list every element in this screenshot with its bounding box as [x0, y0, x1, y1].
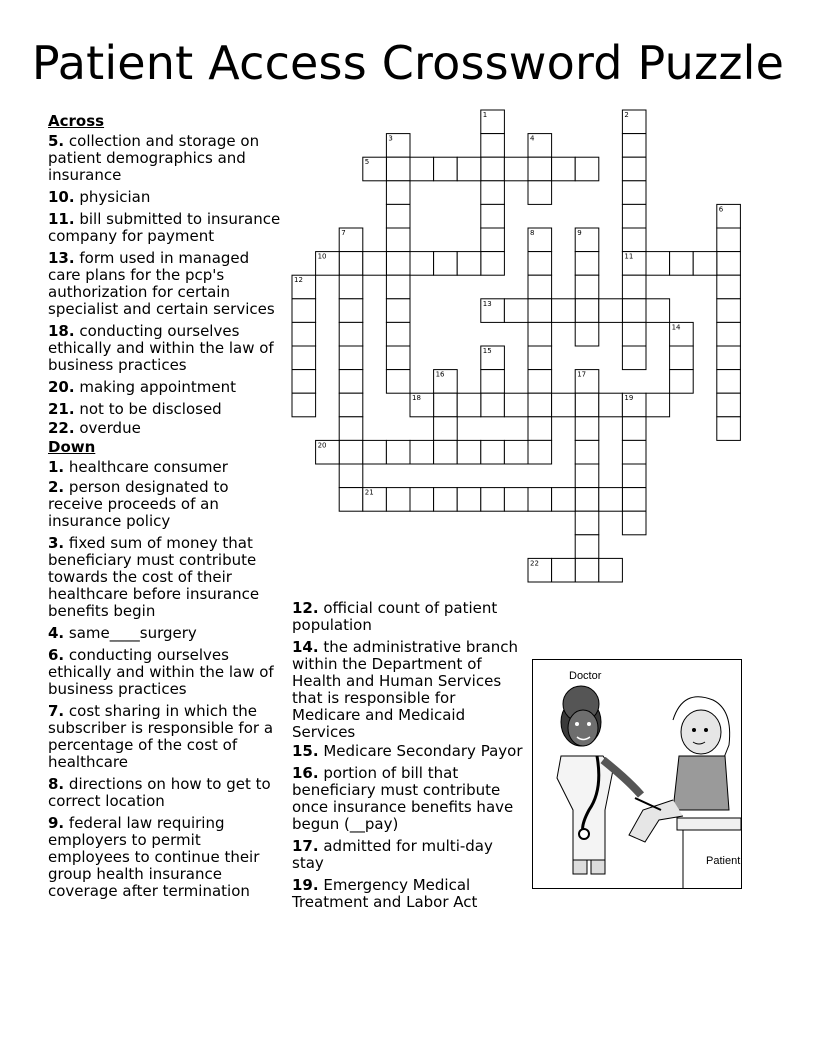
grid-cell[interactable]	[528, 275, 552, 299]
grid-cell[interactable]	[504, 393, 528, 417]
grid-cell[interactable]	[717, 370, 741, 394]
grid-cell[interactable]	[339, 299, 363, 323]
grid-cell[interactable]	[670, 370, 694, 394]
grid-cell[interactable]	[457, 440, 481, 464]
grid-number: 17	[577, 370, 587, 379]
grid-cell[interactable]	[434, 417, 458, 441]
grid-cell[interactable]	[386, 299, 410, 323]
grid-cell[interactable]	[622, 157, 646, 181]
clue-down-3: 3. fixed sum of money that beneficiary must contribute towards the cost of their healthcare before insurance benefits begin	[48, 534, 260, 620]
clue-down-14: 14. the administrative branch within the Department of Health and Human Services that is responsible for Medicare and Medicaid Services	[292, 638, 519, 741]
grid-cell[interactable]	[622, 417, 646, 441]
grid-number: 11	[624, 252, 634, 261]
grid-cell[interactable]	[363, 252, 387, 276]
grid-cell[interactable]	[339, 252, 363, 276]
grid-cell[interactable]	[646, 393, 670, 417]
grid-cell[interactable]	[292, 393, 316, 417]
grid-cell[interactable]	[646, 252, 670, 276]
grid-number: 19	[624, 394, 634, 403]
clue-down-8: 8. directions on how to get to correct location	[48, 775, 271, 810]
grid-cell[interactable]	[457, 157, 481, 181]
grid-cell[interactable]	[528, 393, 552, 417]
grid-cell[interactable]	[717, 228, 741, 252]
grid-cell[interactable]	[481, 252, 505, 276]
grid-number: 21	[364, 488, 374, 497]
grid-cell[interactable]	[386, 370, 410, 394]
grid-cell[interactable]	[386, 322, 410, 346]
grid-cell[interactable]	[622, 228, 646, 252]
grid-cell[interactable]	[552, 393, 576, 417]
grid-cell[interactable]	[386, 228, 410, 252]
grid-number: 10	[317, 252, 327, 261]
grid-cell[interactable]	[575, 511, 599, 535]
grid-cell[interactable]	[622, 134, 646, 158]
grid-cell[interactable]	[410, 157, 434, 181]
grid-number: 20	[317, 441, 327, 450]
clue-down-7: 7. cost sharing in which the subscriber is responsible for a percentage of the cost of healthcare	[48, 702, 274, 771]
clue-down-16: 16. portion of bill that beneficiary must contribute once insurance benefits have begun (__pay)	[292, 764, 514, 833]
grid-cell[interactable]	[339, 488, 363, 512]
grid-cell[interactable]	[552, 488, 576, 512]
grid-cell[interactable]	[622, 275, 646, 299]
grid-cell[interactable]	[481, 488, 505, 512]
grid-cell[interactable]	[504, 299, 528, 323]
grid-cell[interactable]	[386, 157, 410, 181]
grid-cell[interactable]	[434, 440, 458, 464]
clue-across-22: 22. overdue	[48, 419, 141, 437]
grid-number: 14	[671, 323, 681, 332]
grid-cell[interactable]	[599, 558, 623, 582]
grid-cell[interactable]	[457, 252, 481, 276]
grid-cell[interactable]	[717, 299, 741, 323]
grid-cell[interactable]	[528, 252, 552, 276]
clue-across-21: 21. not to be disclosed	[48, 400, 222, 418]
grid-cell[interactable]	[717, 346, 741, 370]
grid-cell[interactable]	[622, 488, 646, 512]
grid-cell[interactable]	[575, 157, 599, 181]
grid-cell[interactable]	[717, 322, 741, 346]
grid-cell[interactable]	[457, 393, 481, 417]
grid-cell[interactable]	[386, 346, 410, 370]
grid-cell[interactable]	[717, 417, 741, 441]
grid-cell[interactable]	[717, 275, 741, 299]
clue-down-19: 19. Emergency Medical Treatment and Labor Act	[292, 876, 478, 911]
grid-cell[interactable]	[434, 252, 458, 276]
grid-cell[interactable]	[481, 393, 505, 417]
grid-number: 2	[624, 111, 629, 119]
grid-cell[interactable]	[528, 417, 552, 441]
grid-cell[interactable]	[363, 440, 387, 464]
grid-cell[interactable]	[552, 157, 576, 181]
grid-cell[interactable]	[528, 440, 552, 464]
grid-cell[interactable]	[622, 299, 646, 323]
grid-number: 3	[388, 134, 393, 143]
grid-cell[interactable]	[504, 157, 528, 181]
clue-down-1: 1. healthcare consumer	[48, 458, 228, 476]
grid-cell[interactable]	[481, 440, 505, 464]
grid-cell[interactable]	[622, 511, 646, 535]
grid-cell[interactable]	[646, 299, 670, 323]
grid-cell[interactable]	[339, 393, 363, 417]
grid-number: 12	[294, 276, 303, 285]
grid-cell[interactable]	[575, 393, 599, 417]
grid-cell[interactable]	[575, 440, 599, 464]
grid-cell[interactable]	[717, 252, 741, 276]
grid-cell[interactable]	[292, 370, 316, 394]
doctor-label: Doctor	[569, 670, 602, 682]
grid-cell[interactable]	[575, 535, 599, 559]
grid-cell[interactable]	[339, 417, 363, 441]
grid-cell[interactable]	[292, 299, 316, 323]
grid-cell[interactable]	[481, 370, 505, 394]
patient-label: Patient	[706, 855, 741, 867]
doctor-figure	[557, 686, 641, 874]
grid-cell[interactable]	[339, 464, 363, 488]
grid-number: 13	[482, 299, 492, 308]
grid-cell[interactable]	[575, 558, 599, 582]
grid-cell[interactable]	[339, 440, 363, 464]
clue-down-15: 15. Medicare Secondary Payor	[292, 742, 523, 760]
grid-number: 4	[530, 134, 535, 143]
grid-cell[interactable]	[528, 346, 552, 370]
grid-cell[interactable]	[575, 322, 599, 346]
grid-cell[interactable]	[670, 252, 694, 276]
grid-cell[interactable]	[528, 322, 552, 346]
grid-cell[interactable]	[670, 346, 694, 370]
grid-cell[interactable]	[481, 204, 505, 228]
clue-across-18: 18. conducting ourselves ethically and within the law of business practices	[48, 322, 274, 374]
grid-number: 9	[577, 229, 582, 237]
grid-cell[interactable]	[552, 558, 576, 582]
grid-cell[interactable]	[386, 440, 410, 464]
grid-cell[interactable]	[434, 157, 458, 181]
clue-down-9: 9. federal law requiring employers to permit employees to continue their group health insurance coverage after termination	[48, 814, 260, 900]
grid-cell[interactable]	[434, 488, 458, 512]
grid-cell[interactable]	[386, 181, 410, 205]
clue-across-11: 11. bill submitted to insurance company for payment	[48, 210, 281, 245]
grid-number: 7	[341, 229, 346, 237]
grid-cell[interactable]	[622, 464, 646, 488]
clue-down-17: 17. admitted for multi-day stay	[292, 837, 493, 872]
grid-cell[interactable]	[434, 393, 458, 417]
doctor-patient-drawing	[533, 660, 741, 888]
clue-down-12: 12. official count of patient population	[292, 599, 498, 634]
doctor-patient-illustration	[532, 659, 742, 889]
grid-cell[interactable]	[410, 440, 434, 464]
grid-cell[interactable]	[575, 299, 599, 323]
grid-cell[interactable]	[386, 275, 410, 299]
grid-cell[interactable]	[410, 488, 434, 512]
grid-cell[interactable]	[528, 157, 552, 181]
grid-cell[interactable]	[575, 417, 599, 441]
grid-cell[interactable]	[410, 252, 434, 276]
grid-number: 6	[718, 205, 724, 214]
grid-number: 16	[435, 370, 445, 379]
across-header: Across	[48, 112, 105, 130]
grid-number: 15	[482, 347, 492, 355]
clue-across-10: 10. physician	[48, 188, 151, 206]
grid-cell[interactable]	[386, 488, 410, 512]
grid-cell[interactable]	[528, 299, 552, 323]
grid-cell[interactable]	[528, 181, 552, 205]
grid-cell[interactable]	[622, 181, 646, 205]
grid-cell[interactable]	[575, 275, 599, 299]
grid-number: 22	[530, 559, 539, 568]
grid-number: 5	[364, 158, 370, 167]
grid-cell[interactable]	[552, 299, 576, 323]
grid-cell[interactable]	[339, 370, 363, 394]
grid-cell[interactable]	[717, 393, 741, 417]
grid-cell[interactable]	[622, 346, 646, 370]
clue-across-20: 20. making appointment	[48, 378, 237, 396]
grid-cell[interactable]	[504, 440, 528, 464]
page-title: Patient Access Crossword Puzzle	[31, 36, 785, 90]
grid-cell[interactable]	[693, 252, 717, 276]
grid-cell[interactable]	[339, 346, 363, 370]
grid-cell[interactable]	[504, 488, 528, 512]
clue-across-5: 5. collection and storage on patient demographics and insurance	[48, 132, 260, 184]
grid-cell[interactable]	[575, 488, 599, 512]
grid-cell[interactable]	[481, 157, 505, 181]
grid-number: 18	[412, 394, 421, 403]
grid-cell[interactable]	[622, 322, 646, 346]
clue-across-13: 13. form used in managed care plans for the pcp's authorization for certain specialist and certain services	[48, 249, 275, 318]
down-header: Down	[48, 438, 96, 456]
grid-cell[interactable]	[457, 488, 481, 512]
grid-cell[interactable]	[622, 440, 646, 464]
clue-down-2: 2. person designated to receive proceeds of an insurance policy	[48, 478, 229, 530]
grid-cell[interactable]	[599, 299, 623, 323]
grid-cell[interactable]	[622, 204, 646, 228]
grid-cell[interactable]	[339, 275, 363, 299]
grid-number: 8	[530, 229, 535, 237]
clue-down-6: 6. conducting ourselves ethically and within the law of business practices	[48, 646, 274, 698]
grid-cell[interactable]	[292, 346, 316, 370]
grid-cell[interactable]	[339, 322, 363, 346]
grid-cell[interactable]	[481, 134, 505, 158]
grid-cell[interactable]	[481, 181, 505, 205]
grid-cell[interactable]	[599, 393, 623, 417]
grid-cell[interactable]	[481, 228, 505, 252]
grid-number: 1	[482, 111, 488, 119]
grid-cell[interactable]	[528, 488, 552, 512]
grid-cell[interactable]	[599, 488, 623, 512]
grid-cell[interactable]	[528, 370, 552, 394]
grid-cell[interactable]	[386, 252, 410, 276]
grid-cell[interactable]	[575, 252, 599, 276]
clue-down-4: 4. same____surgery	[48, 624, 197, 642]
grid-cell[interactable]	[386, 204, 410, 228]
grid-cell[interactable]	[292, 322, 316, 346]
grid-cell[interactable]	[575, 464, 599, 488]
